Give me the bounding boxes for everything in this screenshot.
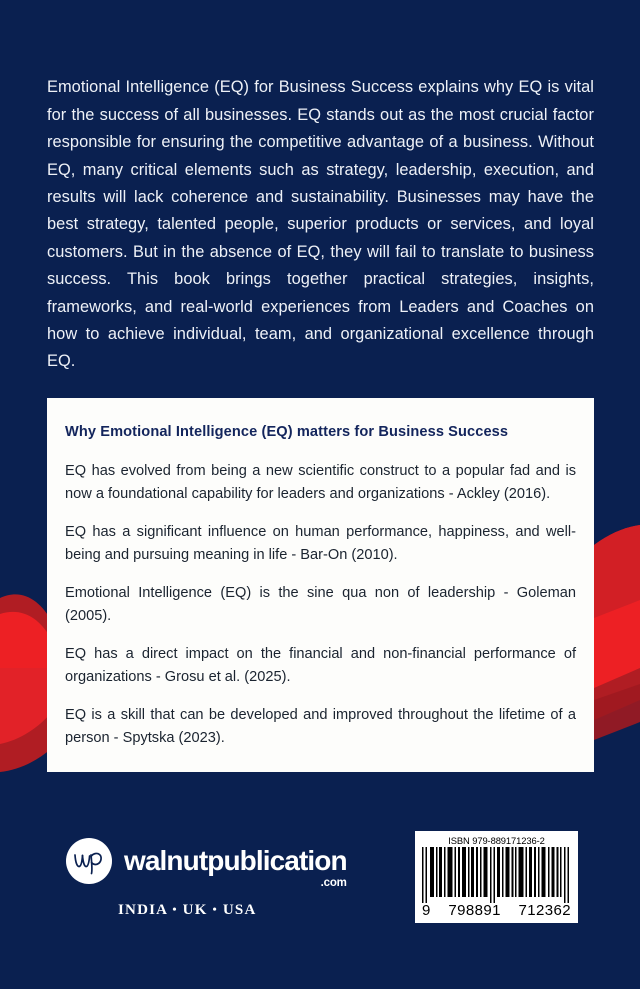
country-usa: USA [222,902,257,918]
panel-heading: Why Emotional Intelligence (EQ) matters for Business Success [65,424,509,440]
quote-item: EQ has a significant influence on human performance, happiness, and well-being and pursuing meaning in life - Bar-On (2010). [65,524,576,563]
quote-item: EQ has evolved from being a new scientific construct to a popular fad and is now a foundational capability for leaders and organizations - Ackley (2016). [65,463,576,502]
barcode-digit-group-2: 712362 [518,902,571,919]
ribbon-right-dark-band [594,668,640,720]
ribbon-left-dark-lower [0,712,52,772]
ribbon-right-bright [594,525,640,690]
back-cover-blurb: Emotional Intelligence (EQ) for Business Success explains why EQ is vital for the success of all businesses. EQ stands out as the most crucial factor responsible for ensuring the competitive advantage of a business. Without EQ, many critical elements such as strategy, leadership, execution, and results will lack coherence and sustainability. Businesses may have the best strategy, talented people, superior products or services, and loyal customers. But in the absence of EQ, they will fail to translate to business success. This book brings together practical strategies, insights, frameworks, and real-world experiences from Leaders and Coaches on how to achieve individual, team, and organizational excellence through EQ. [47,78,594,371]
ribbon-right-dark-lower [594,684,640,740]
country-uk: UK [182,902,208,918]
isbn-barcode-block [415,831,578,923]
publisher-tld: .com [320,877,347,889]
separator-dot: • [172,902,178,916]
publisher-name: walnutpublication [124,845,347,876]
why-eq-matters-panel [47,398,594,772]
ribbon-left-dark-shade [0,618,54,702]
quote-item: EQ is a skill that can be developed and improved throughout the lifetime of a person - Spytska (2023). [65,707,576,746]
country-india: INDIA [118,902,168,918]
isbn-label: ISBN 979-889171236-2 [448,835,545,846]
barcode-digit-prefix: 9 [422,902,431,919]
logo-row [66,838,347,889]
barcode-digit-group-1: 798891 [448,902,501,919]
publisher-logo-block [66,838,347,919]
walnut-publication-monogram-icon [66,838,112,884]
barcode-digits [420,903,573,920]
barcode-bars-icon [420,847,573,903]
wp-monogram-glyph [72,846,106,876]
ribbon-left-dark-upper [0,594,52,726]
separator-dot: • [212,902,218,916]
ribbon-right-dark-upper [594,525,640,618]
publisher-wordmark [124,845,347,889]
publisher-countries [118,902,347,919]
quote-item: Emotional Intelligence (EQ) is the sine qua non of leadership - Goleman (2005). [65,585,576,624]
quote-item: EQ has a direct impact on the financial and non-financial performance of organizations - Grosu et al. (2025). [65,646,576,685]
